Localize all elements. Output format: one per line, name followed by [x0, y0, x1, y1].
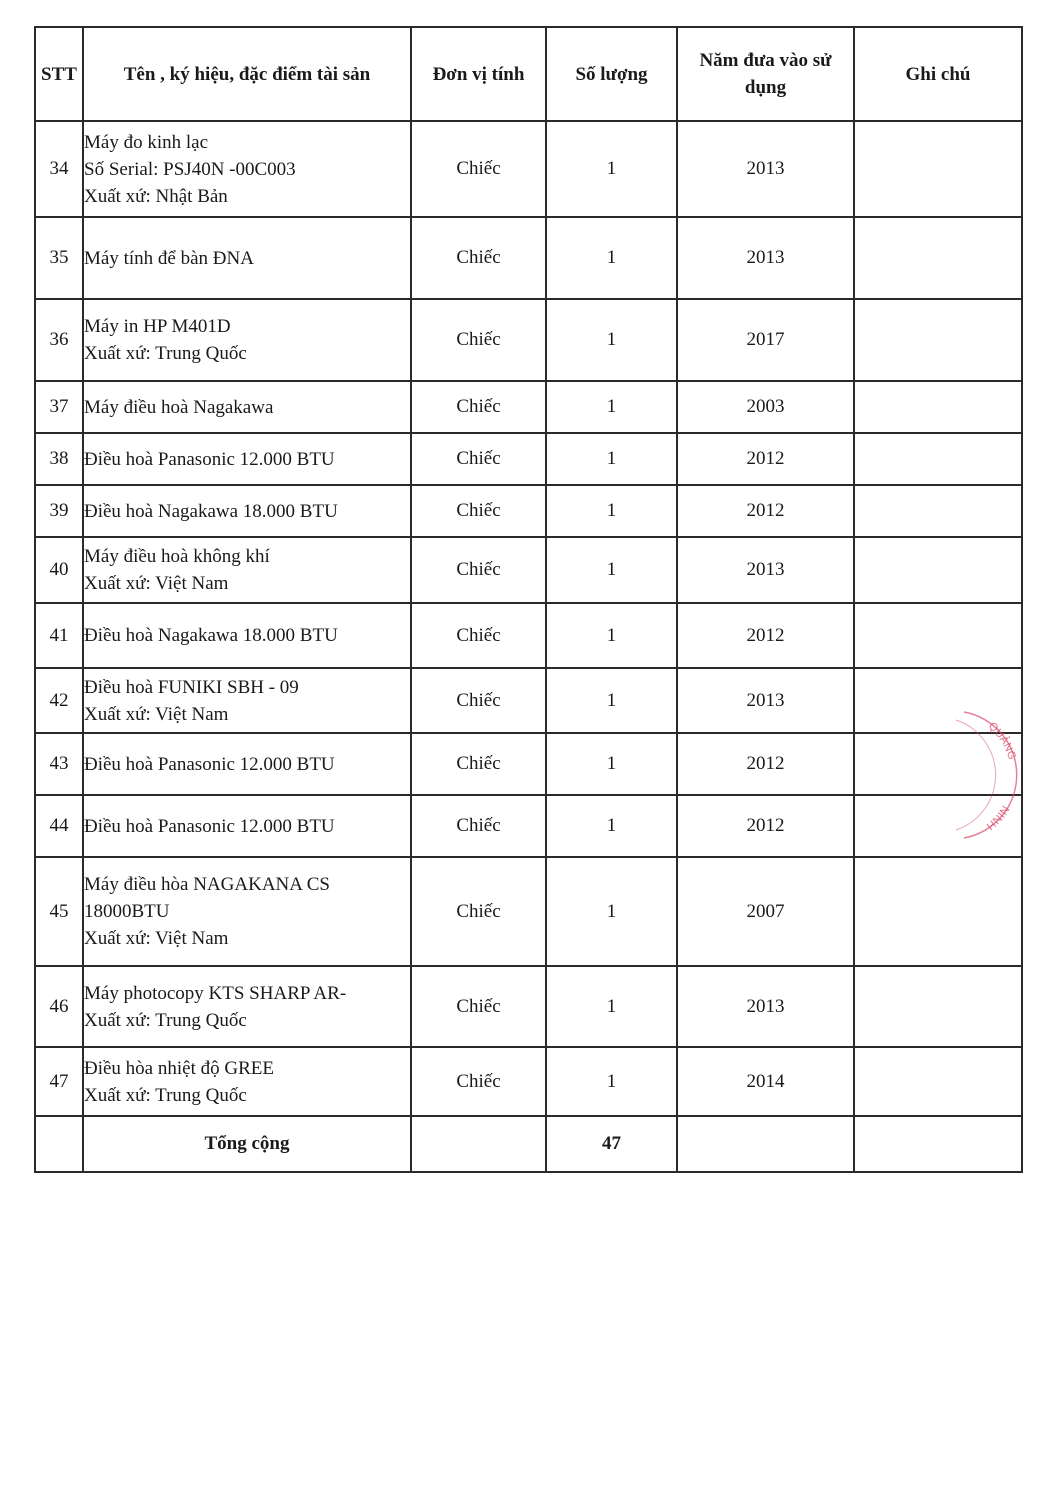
row-note: [854, 217, 1022, 299]
row-note: [854, 381, 1022, 433]
asset-name-line: Điều hoà Panasonic 12.000 BTU: [84, 753, 335, 775]
row-stt: 45: [35, 857, 83, 966]
asset-name-line: Điều hoà Nagakawa 18.000 BTU: [84, 500, 338, 522]
asset-name-line: Điều hoà Nagakawa 18.000 BTU: [84, 625, 338, 646]
row-qty: 1: [546, 603, 677, 668]
total-row: [35, 1116, 1022, 1172]
table-row: [35, 966, 1022, 1047]
row-stt: 43: [35, 733, 83, 795]
asset-name-line: Máy điều hòa NAGAKANA CS: [84, 874, 330, 895]
row-stt: 41: [35, 603, 83, 668]
asset-name-line: Máy điều hoà không khí: [84, 546, 270, 567]
total-qty: 47: [546, 1116, 677, 1172]
asset-name-line: Xuất xứ: Việt Nam: [84, 928, 229, 949]
row-note: [854, 299, 1022, 381]
row-qty: 1: [546, 485, 677, 537]
asset-table: [34, 26, 1023, 1173]
row-asset-name: [83, 733, 411, 795]
row-year: 2007: [677, 857, 854, 966]
row-note: [854, 603, 1022, 668]
asset-name-line: Điều hoà FUNIKI SBH - 09: [84, 676, 299, 698]
row-year: 2013: [677, 217, 854, 299]
table-row: [35, 603, 1022, 668]
asset-name-line: Xuất xứ: Việt Nam: [84, 573, 229, 594]
header-note: Ghi chú: [854, 27, 1022, 121]
row-qty: 1: [546, 537, 677, 603]
asset-name-line: Máy in HP M401D: [84, 316, 231, 337]
table-row: [35, 121, 1022, 217]
row-asset-name: [83, 381, 411, 433]
row-stt: 38: [35, 433, 83, 485]
header-row: [35, 27, 1022, 121]
table-row: [35, 795, 1022, 857]
row-asset-name: [83, 857, 411, 966]
total-label: Tổng cộng: [83, 1116, 411, 1172]
row-asset-name: [83, 537, 411, 603]
row-qty: 1: [546, 857, 677, 966]
row-asset-name: [83, 795, 411, 857]
row-asset-name: [83, 121, 411, 217]
row-stt: 47: [35, 1047, 83, 1116]
row-year: 2013: [677, 121, 854, 217]
table-row: [35, 217, 1022, 299]
table-row: [35, 1047, 1022, 1116]
row-stt: 35: [35, 217, 83, 299]
row-note: [854, 121, 1022, 217]
asset-name-line: Điều hòa nhiệt độ GREE: [84, 1057, 274, 1079]
row-asset-name: [83, 668, 411, 733]
row-year: 2003: [677, 381, 854, 433]
row-asset-name: [83, 217, 411, 299]
table-row: [35, 485, 1022, 537]
row-qty: 1: [546, 1047, 677, 1116]
asset-name-line: Xuất xứ: Trung Quốc: [84, 343, 247, 364]
row-stt: 46: [35, 966, 83, 1047]
total-note-cell: [854, 1116, 1022, 1172]
table-row: [35, 857, 1022, 966]
row-unit: Chiếc: [411, 433, 546, 485]
table-row: [35, 668, 1022, 733]
header-year-line2: dụng: [744, 77, 787, 98]
table-row: [35, 537, 1022, 603]
row-year: 2012: [677, 733, 854, 795]
row-stt: 34: [35, 121, 83, 217]
row-unit: Chiếc: [411, 217, 546, 299]
svg-text:NINH: [984, 803, 1011, 832]
row-unit: Chiếc: [411, 485, 546, 537]
total-year-cell: [677, 1116, 854, 1172]
header-year: [677, 27, 854, 121]
header-name: Tên , ký hiệu, đặc điểm tài sản: [83, 27, 411, 121]
row-year: 2017: [677, 299, 854, 381]
row-asset-name: [83, 966, 411, 1047]
asset-name-line: Số Serial: PSJ40N -00C003: [84, 158, 296, 180]
asset-name-line: Xuất xứ: Việt Nam: [84, 703, 229, 725]
row-unit: Chiếc: [411, 121, 546, 217]
row-asset-name: [83, 1047, 411, 1116]
row-qty: 1: [546, 217, 677, 299]
row-qty: 1: [546, 733, 677, 795]
asset-name-line: 18000BTU: [84, 901, 170, 922]
row-note: [854, 433, 1022, 485]
row-asset-name: [83, 299, 411, 381]
official-seal-stamp: [950, 708, 1020, 840]
row-qty: 1: [546, 299, 677, 381]
table-row: [35, 381, 1022, 433]
row-unit: Chiếc: [411, 668, 546, 733]
row-year: 2014: [677, 1047, 854, 1116]
total-stt-cell: [35, 1116, 83, 1172]
asset-name-line: Xuất xứ: Trung Quốc: [84, 1084, 247, 1106]
row-note: [854, 857, 1022, 966]
header-year-line1: Năm đưa vào sử: [699, 50, 832, 71]
row-qty: 1: [546, 668, 677, 733]
row-stt: 40: [35, 537, 83, 603]
row-unit: Chiếc: [411, 795, 546, 857]
row-stt: 36: [35, 299, 83, 381]
row-asset-name: [83, 485, 411, 537]
asset-name-line: Máy tính để bàn ĐNA: [84, 247, 254, 269]
row-note: [854, 485, 1022, 537]
asset-name-line: Máy đo kinh lạc: [84, 131, 209, 153]
row-asset-name: [83, 603, 411, 668]
row-stt: 42: [35, 668, 83, 733]
svg-text:QUẢNG: [986, 720, 1018, 761]
row-year: 2012: [677, 603, 854, 668]
header-qty: Số lượng: [546, 27, 677, 121]
row-year: 2013: [677, 966, 854, 1047]
row-qty: 1: [546, 795, 677, 857]
row-year: 2012: [677, 795, 854, 857]
seal-text-bottom: NINH: [983, 803, 1012, 832]
row-stt: 44: [35, 795, 83, 857]
total-unit-cell: [411, 1116, 546, 1172]
row-note: [854, 1047, 1022, 1116]
row-unit: Chiếc: [411, 381, 546, 433]
asset-name-line: Điều hoà Panasonic 12.000 BTU: [84, 448, 335, 470]
row-unit: Chiếc: [411, 966, 546, 1047]
row-note: [854, 966, 1022, 1047]
table-body: [35, 121, 1022, 1116]
seal-text-top: QUẢNG: [985, 720, 1018, 762]
row-unit: Chiếc: [411, 537, 546, 603]
row-qty: 1: [546, 121, 677, 217]
table-row: [35, 299, 1022, 381]
asset-name-line: Máy điều hoà Nagakawa: [84, 396, 274, 418]
row-stt: 39: [35, 485, 83, 537]
row-year: 2013: [677, 537, 854, 603]
row-qty: 1: [546, 433, 677, 485]
header-unit: Đơn vị tính: [411, 27, 546, 121]
row-note: [854, 537, 1022, 603]
row-unit: Chiếc: [411, 603, 546, 668]
row-year: 2013: [677, 668, 854, 733]
asset-name-line: Xuất xứ: Nhật Bản: [84, 185, 228, 207]
row-qty: 1: [546, 381, 677, 433]
row-unit: Chiếc: [411, 857, 546, 966]
header-stt: STT: [35, 27, 83, 121]
row-stt: 37: [35, 381, 83, 433]
asset-name-line: Điều hoà Panasonic 12.000 BTU: [84, 815, 335, 837]
table-row: [35, 433, 1022, 485]
row-asset-name: [83, 433, 411, 485]
asset-name-line: Xuất xứ: Trung Quốc: [84, 1009, 247, 1031]
row-qty: 1: [546, 966, 677, 1047]
row-year: 2012: [677, 433, 854, 485]
row-unit: Chiếc: [411, 733, 546, 795]
row-unit: Chiếc: [411, 299, 546, 381]
row-year: 2012: [677, 485, 854, 537]
table-row: [35, 733, 1022, 795]
asset-name-line: Máy photocopy KTS SHARP AR-: [84, 982, 347, 1004]
row-unit: Chiếc: [411, 1047, 546, 1116]
